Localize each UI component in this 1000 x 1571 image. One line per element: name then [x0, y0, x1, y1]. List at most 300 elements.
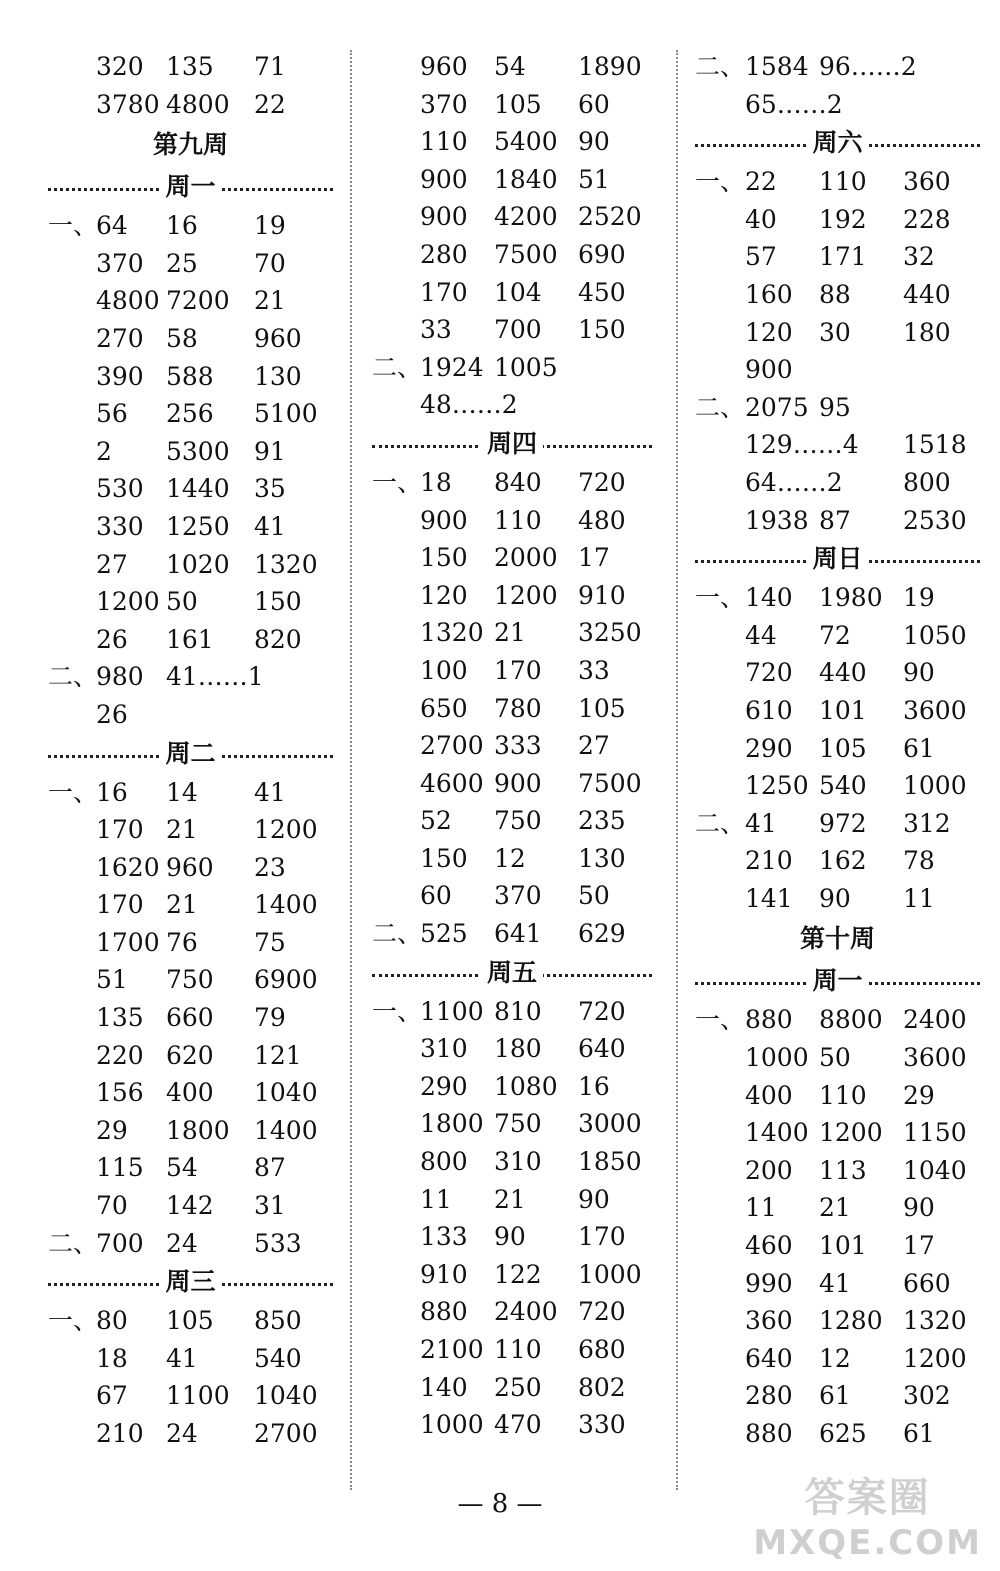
answer-value: 122 — [494, 1259, 542, 1289]
answer-value: 620 — [166, 1040, 214, 1070]
answer-value: 90 — [903, 1193, 935, 1223]
answer-row — [48, 1340, 333, 1378]
answer-value: 105 — [166, 1306, 214, 1336]
answer-row — [695, 426, 980, 464]
day-header — [48, 167, 333, 207]
answer-value: 79 — [254, 1003, 286, 1033]
answer-value: 135 — [96, 1003, 144, 1033]
answer-value: 133 — [420, 1222, 468, 1252]
answer-value: 150 — [254, 587, 302, 617]
answer-value: 910 — [420, 1259, 468, 1289]
answer-value: 11 — [420, 1184, 452, 1214]
answer-value: 880 — [745, 1005, 793, 1035]
answer-row — [695, 276, 980, 314]
answer-value: 162 — [819, 846, 867, 876]
answer-value: 220 — [96, 1040, 144, 1070]
answer-value: 25 — [166, 248, 198, 278]
section-marker: 二、 — [48, 1228, 99, 1258]
answer-row — [695, 1077, 980, 1115]
answer-row — [372, 1105, 652, 1143]
answer-value: 150 — [578, 315, 626, 345]
day-label: 周四 — [481, 424, 543, 464]
section-marker: 二、 — [695, 52, 746, 81]
answer-value: 64 — [96, 211, 128, 241]
day-header — [695, 539, 980, 579]
watermark-logo — [753, 1466, 982, 1563]
answer-value: 110 — [420, 127, 468, 157]
section-marker: 一、 — [372, 996, 423, 1026]
answer-value: 27 — [578, 731, 610, 761]
answer-row — [695, 464, 980, 502]
answer-row — [372, 274, 652, 312]
answer-value: 19 — [254, 211, 286, 241]
answer-row — [372, 502, 652, 540]
answer-row — [695, 1377, 980, 1415]
answer-row — [372, 86, 652, 124]
answer-value: 850 — [254, 1306, 302, 1336]
watermark-text-bottom: MXQE.COM — [753, 1523, 982, 1563]
answer-value: 629 — [578, 919, 626, 949]
answer-value: 1100 — [420, 996, 484, 1026]
answer-value: 32 — [903, 242, 935, 272]
answer-value: 12 — [494, 843, 526, 873]
answer-value: 171 — [819, 242, 867, 272]
answer-value: 22 — [745, 167, 777, 197]
day-label: 周三 — [159, 1262, 221, 1302]
answer-value: 400 — [745, 1080, 793, 1110]
answer-value: 840 — [494, 467, 542, 497]
answer-value: 900 — [494, 768, 542, 798]
answer-row — [695, 1152, 980, 1190]
answer-value: 110 — [819, 167, 867, 197]
answer-row — [48, 696, 333, 734]
answer-value: 40 — [745, 204, 777, 234]
answer-row — [372, 840, 652, 878]
answer-row — [372, 123, 652, 161]
answer-value: 2530 — [903, 505, 967, 535]
answer-value: 129……4 — [745, 430, 859, 460]
answer-row — [372, 765, 652, 803]
section-marker: 一、 — [695, 1005, 746, 1035]
answer-value: 8800 — [819, 1005, 883, 1035]
week-title: 第九周 — [152, 130, 228, 160]
answer-value: 1000 — [578, 1259, 642, 1289]
answer-value: 880 — [420, 1297, 468, 1327]
answer-value: 1620 — [96, 852, 160, 882]
answer-value: 810 — [494, 996, 542, 1026]
answer-column-2 — [372, 48, 652, 1444]
answer-value: 170 — [578, 1222, 626, 1252]
answer-value: 720 — [578, 996, 626, 1026]
answer-value: 588 — [166, 361, 214, 391]
answer-value: 1980 — [819, 583, 883, 613]
answer-value: 7500 — [578, 768, 642, 798]
answer-value: 680 — [578, 1335, 626, 1364]
day-label: 周一 — [806, 961, 868, 1001]
answer-value: 980 — [96, 662, 144, 692]
answer-value: 50 — [578, 881, 610, 911]
answer-row — [695, 692, 980, 730]
answer-value: 450 — [578, 277, 626, 307]
answer-value: 910 — [578, 580, 626, 610]
day-label: 周六 — [806, 123, 868, 163]
answer-row — [372, 1406, 652, 1444]
day-label: 周一 — [159, 167, 221, 207]
answer-value: 1320 — [420, 618, 484, 648]
answer-value: 1938 — [745, 505, 809, 535]
answer-row — [695, 1340, 980, 1378]
answer-value: 330 — [96, 511, 144, 541]
answer-row — [695, 654, 980, 692]
answer-row — [48, 433, 333, 471]
answer-row — [48, 774, 333, 812]
section-marker: 二、 — [372, 919, 423, 949]
column-divider — [676, 50, 678, 1490]
answer-value: 30 — [819, 317, 851, 347]
answer-value: 900 — [420, 202, 468, 232]
answer-value: 22 — [254, 89, 286, 119]
answer-value: 18 — [420, 467, 452, 497]
answer-value: 320 — [96, 52, 144, 81]
answer-value: 235 — [578, 806, 626, 836]
answer-value: 1800 — [420, 1109, 484, 1139]
answer-value: 16 — [166, 211, 198, 241]
answer-row — [372, 1256, 652, 1294]
answer-value: 180 — [494, 1034, 542, 1064]
answer-value: 41 — [254, 777, 286, 807]
answer-value: 110 — [819, 1080, 867, 1110]
answer-row — [372, 915, 652, 953]
answer-value: 105 — [819, 733, 867, 763]
day-header — [372, 424, 652, 464]
answer-value: 88 — [819, 279, 851, 309]
answer-value: 48……2 — [420, 390, 518, 420]
answer-row — [372, 1068, 652, 1106]
answer-value: 96……2 — [819, 52, 917, 81]
answer-value: 800 — [903, 467, 951, 497]
section-marker: 二、 — [372, 352, 423, 382]
answer-row — [48, 1037, 333, 1075]
answer-value: 460 — [745, 1231, 793, 1261]
answer-value: 1890 — [578, 52, 642, 81]
answer-row — [372, 386, 652, 424]
answer-value: 110 — [494, 1335, 542, 1364]
answer-value: 11 — [745, 1193, 777, 1223]
answer-row — [695, 842, 980, 880]
answer-value: 150 — [420, 843, 468, 873]
answer-row — [372, 539, 652, 577]
answer-value: 61 — [903, 1419, 935, 1448]
answer-value: 101 — [819, 1231, 867, 1261]
answer-value: 105 — [494, 89, 542, 119]
answer-value: 302 — [903, 1381, 951, 1411]
answer-value: 280 — [745, 1381, 793, 1411]
answer-row — [695, 314, 980, 352]
answer-row — [372, 1143, 652, 1181]
answer-value: 750 — [494, 806, 542, 836]
section-marker: 一、 — [695, 583, 746, 613]
answer-value: 113 — [819, 1155, 867, 1185]
answer-value: 1005 — [494, 352, 558, 382]
answer-value: 780 — [494, 693, 542, 723]
answer-value: 35 — [254, 474, 286, 504]
answer-row — [372, 1030, 652, 1068]
answer-value: 44 — [745, 620, 777, 650]
answer-row — [695, 238, 980, 276]
answer-row — [48, 245, 333, 283]
answer-value: 14 — [166, 777, 198, 807]
answer-value: 880 — [745, 1419, 793, 1448]
answer-row — [48, 508, 333, 546]
answer-row — [48, 1415, 333, 1453]
answer-value: 5100 — [254, 399, 318, 429]
answer-value: 1800 — [166, 1115, 230, 1145]
answer-value: 440 — [903, 279, 951, 309]
answer-value: 900 — [420, 164, 468, 194]
answer-value: 1100 — [166, 1381, 230, 1411]
answer-value: 370 — [494, 881, 542, 911]
answer-row — [48, 1074, 333, 1112]
answer-value: 31 — [254, 1191, 286, 1221]
answer-value: 750 — [494, 1109, 542, 1139]
day-header — [695, 961, 980, 1001]
answer-value: 3600 — [903, 1043, 967, 1073]
answer-value: 115 — [96, 1153, 144, 1183]
answer-value: 310 — [494, 1147, 542, 1177]
answer-row — [372, 877, 652, 915]
answer-row — [48, 1112, 333, 1150]
answer-value: 690 — [578, 239, 626, 269]
answer-value: 250 — [494, 1372, 542, 1402]
answer-value: 3000 — [578, 1109, 642, 1139]
answer-value: 21 — [254, 286, 286, 316]
answer-value: 90 — [494, 1222, 526, 1252]
day-label: 周二 — [159, 734, 221, 774]
answer-value: 61 — [819, 1381, 851, 1411]
answer-value: 140 — [420, 1372, 468, 1402]
answer-value: 110 — [494, 505, 542, 535]
answer-value: 51 — [96, 965, 128, 995]
answer-value: 33 — [578, 655, 610, 685]
section-marker: 一、 — [695, 167, 746, 197]
answer-row — [48, 1149, 333, 1187]
answer-value: 960 — [420, 52, 468, 81]
answer-row — [372, 802, 652, 840]
answer-value: 525 — [420, 919, 468, 949]
answer-value: 140 — [745, 583, 793, 613]
answer-value: 76 — [166, 927, 198, 957]
answer-value: 400 — [166, 1078, 214, 1108]
answer-row — [695, 351, 980, 389]
answer-value: 270 — [96, 323, 144, 353]
answer-row — [695, 767, 980, 805]
answer-row — [372, 1218, 652, 1256]
answer-row — [695, 880, 980, 918]
answer-value: 1400 — [254, 1115, 318, 1145]
answer-value: 170 — [494, 655, 542, 685]
answer-row — [48, 546, 333, 584]
answer-value: 87 — [819, 505, 851, 535]
answer-value: 170 — [96, 815, 144, 845]
answer-value: 800 — [420, 1147, 468, 1177]
answer-value: 660 — [903, 1268, 951, 1298]
section-marker: 一、 — [372, 467, 423, 497]
answer-value: 480 — [578, 505, 626, 535]
answer-row — [48, 886, 333, 924]
answer-row — [48, 358, 333, 396]
answer-value: 67 — [96, 1381, 128, 1411]
answer-value: 78 — [903, 846, 935, 876]
answer-value: 41 — [745, 808, 777, 838]
answer-value: 720 — [578, 1297, 626, 1327]
answer-value: 750 — [166, 965, 214, 995]
answer-value: 70 — [96, 1191, 128, 1221]
answer-value: 802 — [578, 1372, 626, 1402]
answer-row — [372, 1181, 652, 1219]
answer-value: 210 — [96, 1419, 144, 1448]
answer-value: 7200 — [166, 286, 230, 316]
answer-row — [695, 730, 980, 768]
answer-value: 120 — [420, 580, 468, 610]
answer-value: 41 — [254, 511, 286, 541]
answer-value: 960 — [166, 852, 214, 882]
answer-value: 228 — [903, 204, 951, 234]
answer-value: 533 — [254, 1228, 302, 1258]
answer-value: 170 — [420, 277, 468, 307]
answer-value: 170 — [96, 890, 144, 920]
answer-value: 660 — [166, 1003, 214, 1033]
answer-value: 641 — [494, 919, 542, 949]
answer-value: 972 — [819, 808, 867, 838]
answer-value: 41 — [819, 1268, 851, 1298]
answer-value: 370 — [96, 248, 144, 278]
answer-value: 24 — [166, 1419, 198, 1448]
answer-value: 370 — [420, 89, 468, 119]
answer-row — [695, 1415, 980, 1453]
answer-value: 1200 — [494, 580, 558, 610]
answer-value: 2 — [96, 436, 112, 466]
day-label: 周五 — [481, 953, 543, 993]
answer-value: 540 — [254, 1343, 302, 1373]
answer-row — [48, 470, 333, 508]
answer-value: 1700 — [96, 927, 160, 957]
answer-value: 1080 — [494, 1071, 558, 1101]
answer-value: 11 — [903, 883, 935, 913]
answer-value: 16 — [578, 1071, 610, 1101]
answer-value: 192 — [819, 204, 867, 234]
answer-row — [695, 1189, 980, 1227]
answer-row — [695, 805, 980, 843]
answer-row — [48, 207, 333, 245]
column-divider — [350, 50, 352, 1490]
answer-value: 29 — [96, 1115, 128, 1145]
answer-value: 700 — [96, 1228, 144, 1258]
answer-value: 1040 — [254, 1078, 318, 1108]
answer-value: 56 — [96, 399, 128, 429]
answer-value: 1320 — [254, 549, 318, 579]
answer-value: 130 — [254, 361, 302, 391]
answer-row — [695, 86, 980, 124]
answer-value: 390 — [96, 361, 144, 391]
answer-row — [372, 1331, 652, 1369]
answer-row — [48, 1377, 333, 1415]
section-marker: 一、 — [48, 1306, 99, 1336]
answer-value: 3780 — [96, 89, 160, 119]
answer-value: 54 — [494, 52, 526, 81]
answer-value: 90 — [578, 127, 610, 157]
answer-value: 1280 — [819, 1306, 883, 1336]
answer-value: 4800 — [96, 286, 160, 316]
answer-value: 625 — [819, 1419, 867, 1448]
answer-value: 7500 — [494, 239, 558, 269]
answer-row — [48, 811, 333, 849]
answer-value: 95 — [819, 392, 851, 422]
answer-row — [48, 48, 333, 86]
answer-row — [372, 577, 652, 615]
answer-value: 1020 — [166, 549, 230, 579]
answer-row — [695, 48, 980, 86]
answer-value: 1924 — [420, 352, 484, 382]
answer-value: 121 — [254, 1040, 302, 1070]
answer-value: 180 — [903, 317, 951, 347]
answer-value: 650 — [420, 693, 468, 723]
answer-value: 640 — [578, 1034, 626, 1064]
answer-value: 1200 — [819, 1118, 883, 1148]
answer-value: 5300 — [166, 436, 230, 466]
answer-value: 57 — [745, 242, 777, 272]
answer-value: 1250 — [745, 771, 809, 801]
section-marker: 二、 — [48, 662, 99, 692]
answer-value: 610 — [745, 695, 793, 725]
answer-value: 90 — [819, 883, 851, 913]
answer-value: 720 — [745, 658, 793, 688]
section-marker: 二、 — [695, 808, 746, 838]
section-marker: 二、 — [695, 392, 746, 422]
answer-value: 80 — [96, 1306, 128, 1336]
answer-row — [48, 320, 333, 358]
answer-value: 960 — [254, 323, 302, 353]
answer-value: 4800 — [166, 89, 230, 119]
answer-value: 3600 — [903, 695, 967, 725]
answer-value: 60 — [578, 89, 610, 119]
answer-value: 21 — [494, 1184, 526, 1214]
answer-row — [695, 201, 980, 239]
day-header — [372, 953, 652, 993]
answer-value: 16 — [96, 777, 128, 807]
section-marker: 一、 — [48, 211, 99, 241]
answer-row — [48, 395, 333, 433]
answer-value: 12 — [819, 1343, 851, 1373]
answer-value: 21 — [494, 618, 526, 648]
answer-value: 200 — [745, 1155, 793, 1185]
answer-value: 700 — [494, 315, 542, 345]
answer-row — [48, 282, 333, 320]
answer-value: 130 — [578, 843, 626, 873]
answer-value: 530 — [96, 474, 144, 504]
answer-row — [372, 311, 652, 349]
answer-value: 156 — [96, 1078, 144, 1108]
answer-column-3 — [695, 48, 980, 1453]
answer-value: 58 — [166, 323, 198, 353]
answer-value: 2100 — [420, 1335, 484, 1364]
answer-value: 2400 — [494, 1297, 558, 1327]
day-header — [48, 1262, 333, 1302]
answer-row — [48, 621, 333, 659]
answer-value: 160 — [745, 279, 793, 309]
answer-value: 1200 — [96, 587, 160, 617]
answer-row — [695, 1265, 980, 1303]
answer-value: 18 — [96, 1343, 128, 1373]
